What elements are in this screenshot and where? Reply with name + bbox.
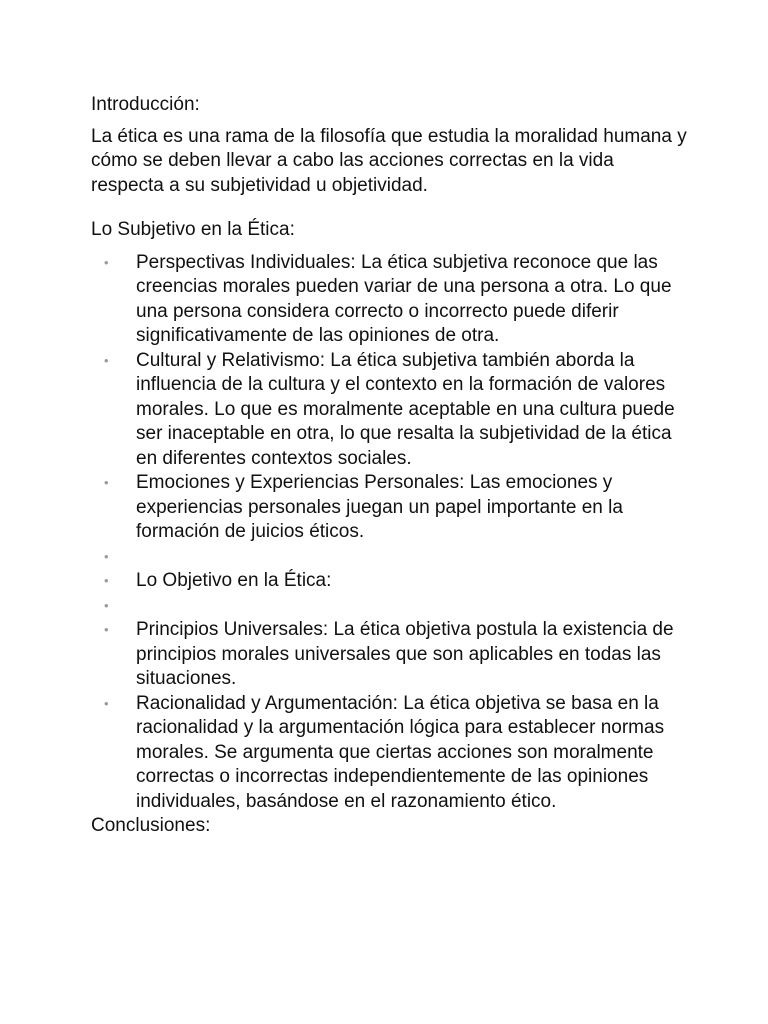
bullet-dot-icon: • (104, 622, 109, 637)
bullet-dot-icon: • (104, 597, 109, 613)
bullet-dot-icon: • (104, 475, 109, 490)
bullet-dot-icon: • (104, 573, 109, 588)
list-item-objective-heading (91, 569, 691, 594)
list-item-text: Principios Universales: La ética objetiva postula la existencia de principios morales universales que son aplicables en todas las situaciones. (136, 619, 674, 689)
bullet-dot-icon: • (104, 695, 109, 711)
list-item-text: Perspectivas Individuales: La ética subjetiva reconoce que las creencias morales pueden variar de una persona a otra. Lo que una persona considera correcto o incorrecto puede diferir significativamente de las opiniones de otra. (136, 251, 672, 346)
list-item-text: Cultural y Relativismo: La ética subjetiva también aborda la influencia de la cultura y el contexto en la formación de valores morales. Lo que es moralmente aceptable en una cultura puede ser inaceptable en otra, lo que resalta la subjetividad de la ética en diferentes contextos sociales. (136, 349, 675, 469)
conclusions-heading: Conclusiones: (91, 815, 211, 836)
subjective-heading: Lo Subjetivo en la Ética: (91, 219, 295, 240)
objective-heading: Lo Objetivo en la Ética: (136, 570, 332, 591)
list-item (91, 692, 691, 815)
list-item (91, 251, 691, 349)
list-item-text: Racionalidad y Argumentación: La ética objetiva se basa en la racionalidad y la argumentación lógica para establecer normas morales. Se argumenta que ciertas acciones son moralmente correctas o incorrectas independientemente de las opiniones individuales, basándose en el razonamiento ético. (136, 692, 665, 812)
list-item (91, 349, 691, 472)
document-body (91, 93, 691, 839)
bullet-dot-icon: • (104, 352, 109, 368)
intro-heading: Introducción: (91, 94, 200, 115)
list-item-empty (91, 545, 691, 570)
list-item-empty (91, 594, 691, 619)
list-item-text: Emociones y Experiencias Personales: Las emociones y experiencias personales juegan un papel importante en la formación de juicios éticos. (136, 472, 623, 542)
bullet-dot-icon: • (104, 254, 109, 270)
intro-paragraph: La ética es una rama de la filosofía que estudia la moralidad humana y cómo se deben llevar a cabo las acciones correctas en la vida respecta a su subjetividad u objetividad. (91, 125, 687, 196)
list-item (91, 471, 691, 545)
bullet-list (91, 251, 691, 815)
list-item (91, 618, 691, 692)
bullet-dot-icon: • (104, 548, 109, 564)
